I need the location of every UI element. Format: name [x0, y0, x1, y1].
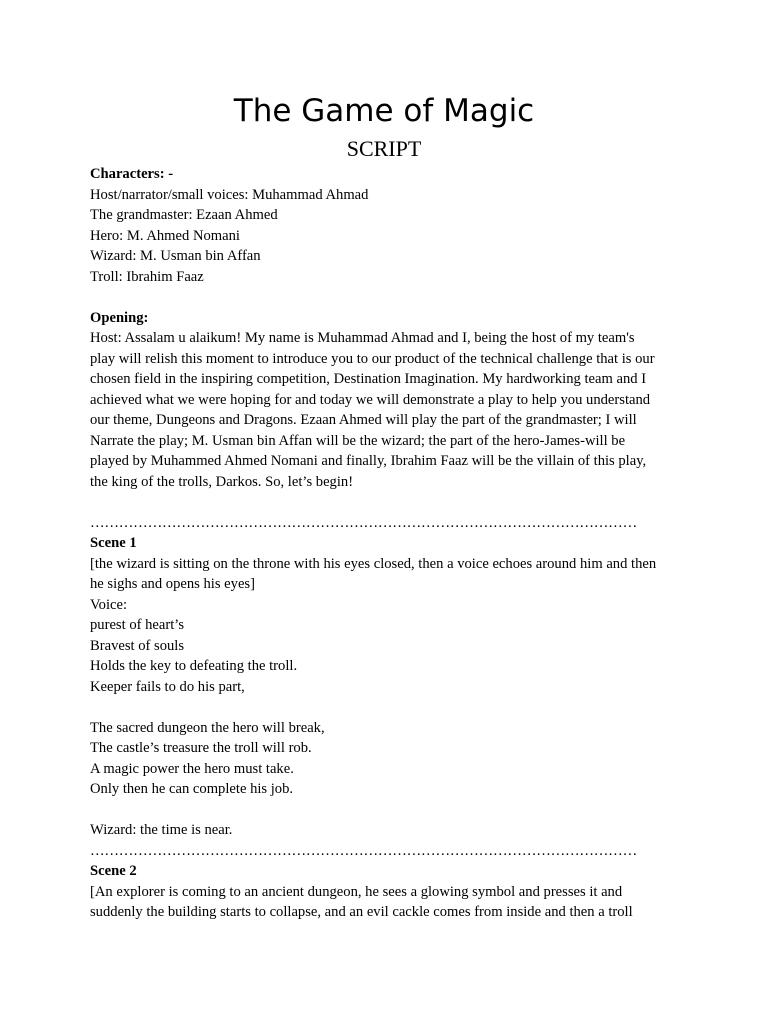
stage-direction-line: suddenly the building starts to collapse, and an evil cackle comes from inside and then a troll	[90, 904, 633, 920]
opening-text-line: achieved what we were hoping for and today we will demonstrate a play to help you understand	[90, 391, 651, 408]
verse-line: Holds the key to defeating the troll.	[90, 658, 298, 674]
blank-line	[90, 287, 690, 308]
verse-line: purest of heart’s	[90, 617, 185, 633]
dotted-separator: ……………………………………………………………………………………………………	[90, 842, 637, 859]
character-line: Hero: M. Ahmed Nomani	[90, 227, 240, 244]
blank-line	[90, 800, 690, 821]
opening-heading: Opening:	[90, 309, 149, 326]
wizard-line: Wizard: the time is near.	[90, 822, 233, 838]
dotted-separator: ……………………………………………………………………………………………………	[90, 514, 637, 531]
verse-line: Only then he can complete his job.	[90, 781, 294, 797]
verse-line: Keeper fails to do his part,	[90, 678, 245, 695]
verse-line: The castle’s treasure the troll will rob.	[90, 740, 312, 756]
opening-text-line: our theme, Dungeons and Dragons. Ezaan Ahmed will play the part of the grandmaster; I will	[90, 412, 637, 428]
opening-text-line: Host: Assalam u alaikum! My name is Muhammad Ahmad and I, being the host of my team's	[90, 330, 635, 346]
stage-direction-line: [An explorer is coming to an ancient dungeon, he sees a glowing symbol and presses it and	[90, 883, 623, 900]
opening-text-line: Narrate the play; M. Usman bin Affan will be the wizard; the part of the hero-James-will be	[90, 432, 626, 449]
stage-direction-line: he sighs and opens his eyes]	[90, 576, 255, 592]
character-line: Troll: Ibrahim Faaz	[90, 268, 204, 285]
character-line: Wizard: M. Usman bin Affan	[90, 248, 261, 264]
blank-line	[90, 492, 690, 513]
opening-text-line: chosen field in the inspiring competition, Destination Imagination. My hardworking team and I	[90, 371, 647, 387]
blank-line	[90, 697, 690, 718]
character-line: Host/narrator/small voices: Muhammad Ahmad	[90, 186, 369, 203]
document-subtitle: SCRIPT	[346, 136, 422, 161]
verse-line: A magic power the hero must take.	[90, 760, 294, 777]
scene-2-heading: Scene 2	[90, 863, 137, 879]
characters-heading: Characters: -	[90, 166, 174, 182]
opening-text-line: played by Muhammed Ahmed Nomani and finally, Ibrahim Faaz will be the villain of this play,	[90, 453, 647, 469]
opening-text-line: play will relish this moment to introduce you to our product of the technical challenge that is our	[90, 350, 655, 367]
scene-1-heading: Scene 1	[90, 535, 137, 551]
verse-line: Voice:	[90, 596, 128, 613]
document-title: The Game of Magic	[233, 93, 535, 129]
verse-line: Bravest of souls	[90, 637, 185, 654]
opening-text-line: the king of the trolls, Darkos. So, let’s begin!	[90, 473, 354, 490]
stage-direction-line: [the wizard is sitting on the throne with his eyes closed, then a voice echoes around him and then	[90, 555, 657, 572]
character-line: The grandmaster: Ezaan Ahmed	[90, 207, 278, 223]
script-body	[90, 164, 690, 923]
verse-line: The sacred dungeon the hero will break,	[90, 719, 325, 736]
